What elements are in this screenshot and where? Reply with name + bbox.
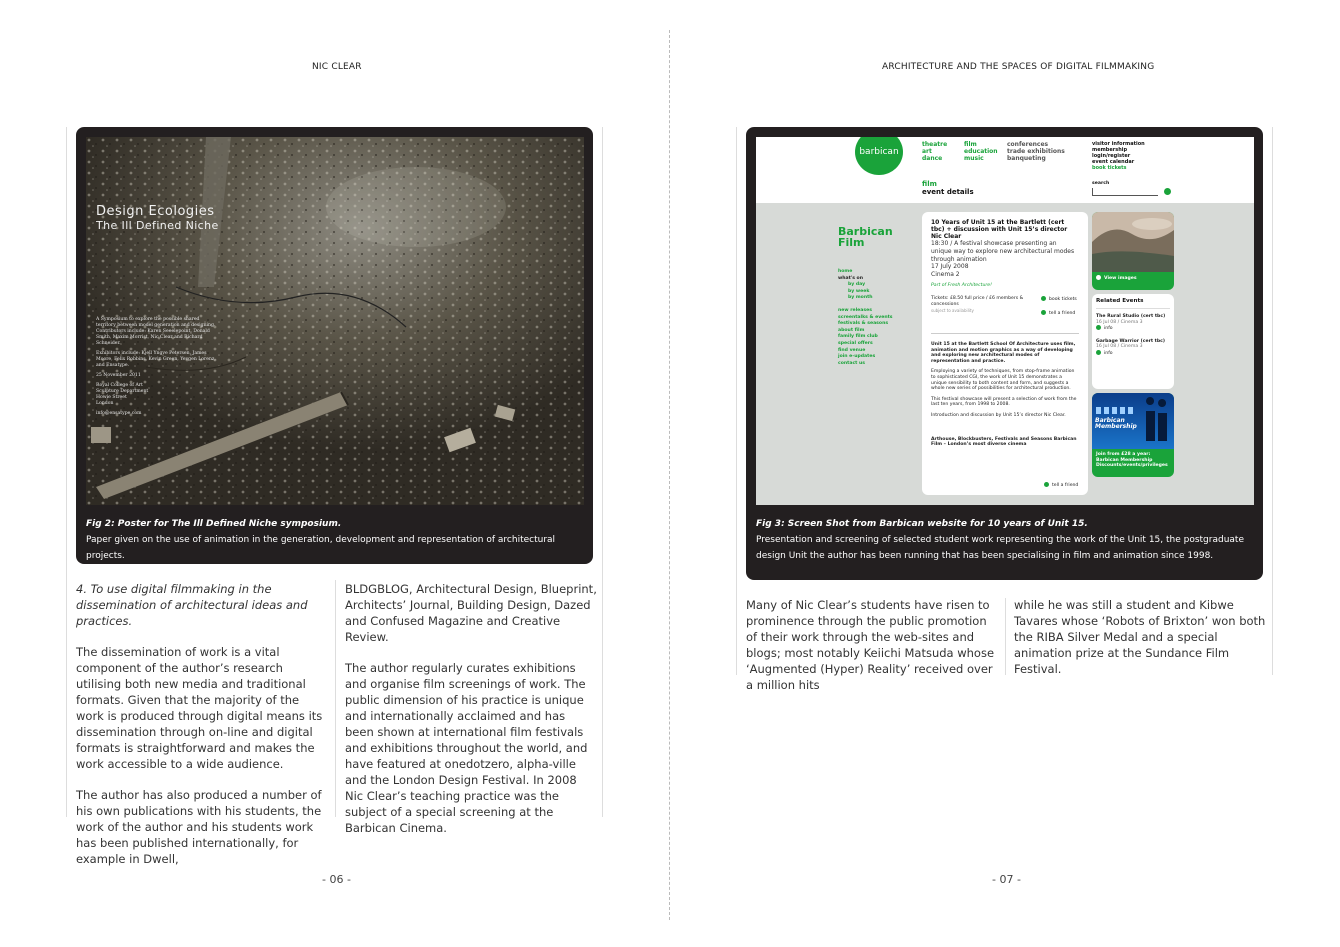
left-running-head: NIC CLEAR	[312, 62, 362, 72]
event-desc: Employing a variety of techniques, from stop-frame animation to sophisticated CGI, the work of Unit 15 demonstrates a unique sensibility to both content and form, and suggests a whole new series of possibilities for architectural production.	[931, 369, 1075, 392]
side-menu-link[interactable]: join e-updates	[838, 354, 876, 360]
right-col-rule-right	[1272, 127, 1273, 675]
related-event-title[interactable]: Garbage Warrior (cert tbc)	[1096, 338, 1165, 344]
nav-link[interactable]: education	[964, 148, 998, 155]
paragraph: The author has also produced a number of his own publications with his students, the work of the author and his students work has been published internationally, for example in Dwell,	[76, 788, 322, 866]
nav-link[interactable]: trade exhibitions	[1007, 148, 1065, 155]
event-time: 18:30 / A festival showcase presenting an unique way to explore new architectural modes through animation	[931, 240, 1075, 263]
related-event-meta: 16 Jul 08 / Cinema 3	[1096, 344, 1143, 350]
ticket-price: Tickets: £8.50 full price / £6 members & concessions	[931, 295, 1024, 307]
info-label: info	[1104, 350, 1113, 356]
event-venue: Cinema 2	[931, 271, 960, 279]
side-menu-link[interactable]: home	[838, 269, 853, 274]
right-column-1	[746, 597, 998, 708]
event-tag[interactable]: Part of Fresh Architecture!	[931, 282, 992, 288]
right-running-head: ARCHITECTURE AND THE SPACES OF DIGITAL FILMMAKING	[882, 62, 1155, 72]
tell-friend-link-bottom[interactable]	[1044, 482, 1078, 489]
related-event-title[interactable]: The Rural Studio (cert tbc)	[1096, 314, 1166, 319]
poster-venue	[96, 383, 218, 407]
fig3-caption-title: Fig 3: Screen Shot from Barbican website for 10 years of Unit 15.	[756, 519, 1088, 529]
view-images-label: View images	[1104, 276, 1137, 281]
barbican-logo[interactable]	[855, 137, 903, 175]
book-tickets-label: book tickets	[1049, 296, 1077, 302]
related-event-info[interactable]	[1096, 350, 1170, 357]
poster-body: A Symposium to explore the possible shared territory between model generation and designing. Contributors include: Karen Seeelepoint, Donald Smith, Maxim Morrist, Nic Clear and Richard Schneider.	[96, 317, 216, 346]
membership-banner[interactable]	[1092, 393, 1174, 477]
poster-details	[96, 317, 218, 421]
side-menu-link[interactable]: special offers	[838, 340, 873, 346]
arrow-icon	[1041, 296, 1046, 301]
arrow-icon	[1096, 325, 1101, 330]
related-event-info[interactable]	[1096, 325, 1170, 332]
arrow-icon	[1096, 350, 1101, 355]
section-subtitle: event details	[922, 188, 974, 196]
landscape-thumbnail	[1092, 212, 1174, 272]
left-col-rule	[66, 127, 67, 817]
tell-friend-link[interactable]	[1041, 310, 1075, 317]
poster-venue-line: Howie Street	[96, 395, 127, 400]
event-desc-footer: Arthouse, Blockbusters, Festivals and Seasons Barbican Film – London’s most diverse cinema	[931, 436, 1077, 448]
search-input[interactable]	[1092, 188, 1158, 196]
paragraph: Many of Nic Clear’s students have risen to prominence through the public promotion of their work through the web-sites and blogs; most notably Keiichi Matsuda whose ‘Augmented (Hyper) Reality’ received over a million hits	[746, 598, 995, 692]
event-desc: This festival showcase will present a selection of work from the last ten years, from 1998 to 2008.	[931, 396, 1077, 408]
fig2-caption-text: Paper given on the use of animation in the generation, development and representation of architectural projects.	[86, 535, 556, 561]
poster-image	[86, 137, 584, 505]
barbican-screenshot	[756, 137, 1254, 505]
paragraph: while he was still a student and Kibwe Tavares whose ‘Robots of Brixton’ won both the RIBA Silver Medal and a special animation prize at the Sundance Film Festival.	[1014, 598, 1266, 676]
event-desc-lead: Unit 15 at the Bartlett School Of Architecture uses film, animation and motion graphics as a way of developing and exploring new architectural modes of representation and practice.	[931, 341, 1076, 364]
left-col-rule-right	[602, 127, 603, 817]
nav-link[interactable]: book tickets	[1092, 165, 1127, 171]
membership-title: Barbican Membership	[1095, 417, 1137, 430]
poster-subtitle: The Ill Defined Niche	[96, 219, 219, 232]
barbican-film-brand: Barbican Film	[838, 225, 893, 249]
section-subhead: 4. To use digital filmmaking in the dissemination of architectural ideas and practices.	[76, 582, 308, 628]
spine	[669, 30, 670, 920]
arrow-icon	[1044, 482, 1049, 487]
side-menu-link[interactable]: find venue	[838, 347, 866, 353]
nav-link[interactable]: membership	[1092, 147, 1128, 153]
poster-web: info@ensatype.com	[96, 411, 142, 416]
nav-col-4	[1092, 141, 1145, 171]
nav-link[interactable]: conferences	[1007, 141, 1049, 148]
left-figure	[76, 127, 593, 564]
barbican-logo-text: barbican	[859, 147, 899, 157]
side-menu-link[interactable]: family film club	[838, 334, 878, 340]
event-desc: Introduction and discussion by Unit 15’s director Nic Clear.	[931, 412, 1066, 418]
nav-link[interactable]: banqueting	[1007, 155, 1046, 162]
side-menu-link[interactable]: contact us	[838, 360, 865, 366]
nav-link[interactable]: theatre	[922, 141, 948, 148]
book-tickets-link[interactable]	[1041, 296, 1077, 303]
view-images-card[interactable]	[1092, 212, 1174, 290]
paragraph: The dissemination of work is a vital component of the author’s research utilising both new media and traditional formats. Given that the majority of the work is produced through digital means its dissemination through on-line and digital formats is straightforward and makes the work accessible to a wide audience.	[76, 645, 323, 771]
related-events-title: Related Events	[1096, 298, 1170, 309]
poster-venue-line: Sculpture Department	[96, 389, 149, 394]
nav-link[interactable]: visitor information	[1092, 141, 1145, 147]
fig3-caption-text: Presentation and screening of selected student work representing the work of the Unit 15, the postgraduate design Unit the author has been running that has been specialising in film and animation since 1998.	[756, 535, 1244, 561]
right-col-rule	[736, 127, 737, 675]
info-label: info	[1104, 326, 1113, 332]
divider	[931, 333, 1079, 334]
left-col-divider	[335, 580, 336, 817]
poster-venue-line: London	[96, 401, 114, 406]
fig2-caption-title: Fig 2: Poster for The Ill Defined Niche symposium.	[86, 519, 342, 529]
side-menu-link[interactable]: by day	[848, 282, 866, 288]
side-menu-link[interactable]: new releases	[838, 307, 872, 313]
poster-venue-line: Royal College of Art	[96, 383, 143, 388]
membership-text: Join from £28 a year: Barbican Membership Discounts/events/privileges	[1096, 452, 1168, 469]
paragraph: The author regularly curates exhibitions and organise film screenings of work. The public dimension of his practice is unique and internationally acclaimed and has been shown at international film festivals and exhibitions throughout the world, and have featured at onedotzero, alpha-ville and the London Design Festival. In 2008 Nic Clear’s teaching practice was the subject of a special screening at the Barbican Cinema.	[345, 661, 588, 835]
side-menu-link[interactable]: by week	[848, 288, 870, 294]
arrow-icon	[1096, 275, 1101, 280]
side-menu-link[interactable]: festivals & seasons	[838, 321, 889, 327]
poster-title: Design Ecologies	[96, 204, 215, 219]
nav-link[interactable]: dance	[922, 155, 943, 162]
side-menu	[838, 269, 914, 367]
search-go-icon[interactable]	[1164, 188, 1171, 195]
arrow-icon	[1041, 310, 1046, 315]
right-col-divider	[1005, 598, 1006, 675]
side-menu-link[interactable]: by month	[848, 295, 873, 301]
right-column-2	[1014, 597, 1266, 692]
poster-exhibitors: Exhibitors include: Kjell Yngve Petersen, James Moore, Felix Robbins, Kevin Green, Yevgen Lorenz, and Ensatype.	[96, 351, 216, 368]
nav-link[interactable]: event calendar	[1092, 159, 1135, 165]
poster-date: 25 November 2011	[96, 373, 141, 378]
nav-link[interactable]: art	[922, 148, 932, 155]
nav-col-1	[922, 141, 947, 162]
nav-link[interactable]: music	[964, 155, 984, 162]
nav-col-3	[1007, 141, 1065, 162]
membership-image	[1092, 393, 1174, 449]
left-column-1	[76, 581, 328, 882]
right-page-number: - 07 -	[992, 873, 1021, 886]
tell-friend-label: tell a friend	[1049, 310, 1076, 316]
related-events-card	[1092, 294, 1174, 389]
side-menu-link[interactable]: about film	[838, 327, 865, 333]
paragraph: BLDGBLOG, Architectural Design, Blueprint, Architects’ Journal, Building Design, Dazed and Confused Magazine and Creative Review.	[345, 582, 597, 644]
view-images-link	[1092, 272, 1174, 285]
event-title: 10 Years of Unit 15 at the Bartlett (cert tbc) + discussion with Unit 15’s director Nic Clear	[931, 219, 1068, 240]
related-event-meta: 16 Jul 08 / Cinema 3	[1096, 319, 1143, 325]
side-menu-link[interactable]: what's on	[838, 275, 863, 281]
search-label: search	[1092, 181, 1110, 186]
tell-friend-label: tell a friend	[1052, 483, 1079, 488]
ticket-note: subject to availability	[931, 307, 974, 313]
event-card	[922, 212, 1088, 495]
left-page-number: - 06 -	[322, 873, 351, 886]
event-date: 17 July 2008	[931, 263, 969, 271]
left-column-2	[345, 581, 597, 851]
nav-link[interactable]: login/register	[1092, 153, 1131, 159]
nav-col-2	[964, 141, 998, 162]
ticket-row	[931, 296, 1079, 328]
nav-link[interactable]: film	[964, 141, 977, 148]
side-menu-link[interactable]: screentalks & events	[838, 314, 893, 320]
section-title: film	[922, 180, 937, 188]
